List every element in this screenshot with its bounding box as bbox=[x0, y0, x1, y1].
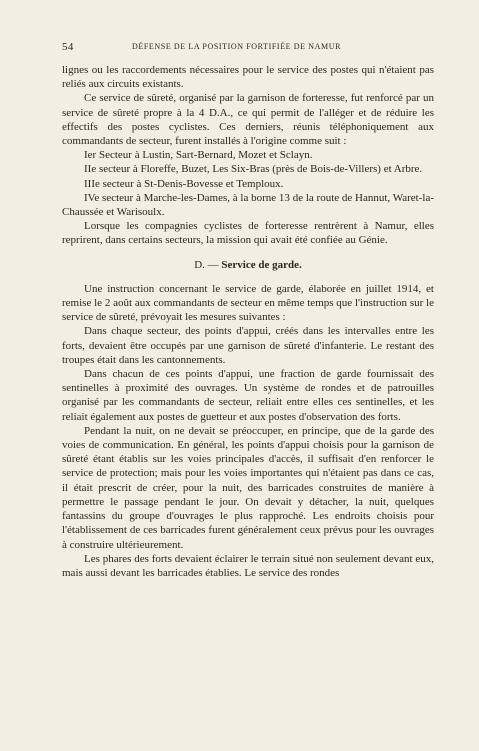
paragraph: Lorsque les compagnies cyclistes de forteresse rentrèrent à Namur, elles reprirent, dans certains secteurs, la mission qui avait été confiée au Génie. bbox=[62, 220, 434, 247]
paragraph: Les phares des forts devaient éclairer le terrain situé non seulement devant eux, mais aussi devant les barricades établies. Le service des rondes bbox=[62, 552, 434, 579]
sector-list-item: IVe secteur à Marche-les-Dames, à la borne 13 de la route de Hannut, Waret-la-Chaussée et Warisoulx. bbox=[62, 191, 434, 219]
paragraph: Pendant la nuit, on ne devait se préoccuper, en principe, que de la garde des voies de communication. En général, les points d'appui choisis pour la garnison de sûreté étant établis sur les voies principales d'accès, il suffisait d'en renforcer le service de protection; mais pour les voies importantes qui n'étaient pas dans ce cas, il était prescrit de créer, pour la nuit, des barricades construites de manière à permettre le passage pendant le jour. On devait y détacher, la nuit, quelques fantassins du groupe d'ouvrages le plus rapproché. Les endroits choisis pour l'établissement de ces barricades furent généralement ceux prévus pour les ouvrages à construire ultérieurement. bbox=[62, 424, 434, 551]
section-prefix: D. — bbox=[194, 258, 219, 271]
paragraph: lignes ou les raccordements nécessaires pour le service des postes qui n'étaient pas reliés aux circuits existants. bbox=[62, 64, 434, 91]
paragraph: Dans chacun de ces points d'appui, une fraction de garde fournissait des sentinelles à proximité des ouvrages. Un système de rondes et de patrouilles organisé par les commandants de secteur, reliait entre elles ces sentinelles, et les reliait également aux postes de guetteur et aux postes d'observation des forts. bbox=[62, 368, 434, 423]
paragraph: Dans chaque secteur, des points d'appui, créés dans les intervalles entre les forts, devaient être occupés par une garnison de sûreté d'infanterie. Le restant des troupes était dans les cantonnements. bbox=[62, 325, 434, 366]
body-text bbox=[62, 63, 434, 580]
paragraph: Ce service de sûreté, organisé par la garnison de forteresse, fut renforcé par un service de sûreté propre à la 4 D.A., ce qui permit de l'alléger et de réduire les effectifs des postes cyclistes. Ces derniers, réunis téléphoniquement aux commandants de secteur, furent installés à l'origine comme suit : bbox=[62, 92, 434, 148]
sector-list-item: IIe secteur à Floreffe, Buzet, Les Six-Bras (près de Bois-de-Villers) et Arbre. bbox=[84, 163, 423, 176]
sector-list-item: Ier Secteur à Lustin, Sart-Bernard, Mozet et Sclayn. bbox=[84, 149, 313, 162]
section-title: Service de garde. bbox=[221, 258, 302, 271]
paragraph: Une instruction concernant le service de garde, élaborée en juillet 1914, et remise le 2 août aux commandants de secteur en même temps que l'instruction sur le service de sûreté, prévoyait les mesures suivantes : bbox=[62, 282, 434, 324]
page-header bbox=[62, 41, 435, 55]
sector-list-item: IIIe secteur à St-Denis-Bovesse et Temploux. bbox=[84, 177, 284, 190]
section-heading bbox=[62, 258, 434, 272]
running-title: DÉFENSE DE LA POSITION FORTIFIÉE DE NAMUR bbox=[132, 42, 342, 51]
page-number: 54 bbox=[62, 41, 74, 53]
